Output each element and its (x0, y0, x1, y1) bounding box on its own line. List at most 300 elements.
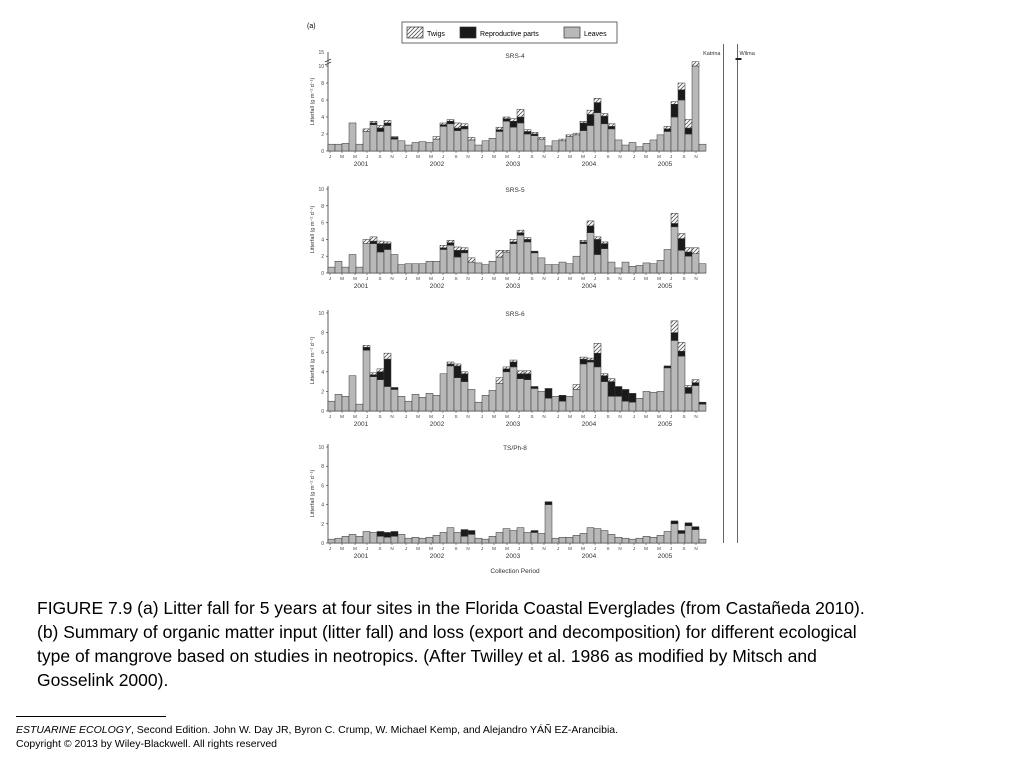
bar-leaves (608, 396, 615, 411)
bar-twigs (496, 250, 503, 257)
bar-twigs (447, 240, 454, 243)
bar-leaves (412, 394, 419, 411)
bar-reproductive (377, 244, 384, 252)
year-label: 2005 (657, 553, 673, 560)
month-label: J (593, 546, 597, 551)
bar-reproductive (461, 250, 468, 253)
month-label: J (365, 276, 369, 281)
bar-leaves (538, 258, 545, 273)
year-label: 2005 (657, 161, 673, 168)
bar-leaves (678, 356, 685, 411)
year-label: 2003 (505, 161, 521, 168)
year-label: 2002 (429, 553, 445, 560)
month-label: J (632, 154, 636, 159)
bar-leaves (489, 536, 496, 543)
bar-leaves (608, 534, 615, 543)
y-tick-label: 4 (321, 369, 324, 376)
bar-leaves (657, 535, 664, 543)
bar-leaves (419, 142, 426, 151)
bar-reproductive (699, 402, 706, 404)
month-label: N (618, 154, 622, 159)
bar-leaves (692, 530, 699, 543)
bar-leaves (664, 368, 671, 411)
month-label: M (581, 276, 585, 281)
bar-reproductive (447, 364, 454, 366)
bar-leaves (671, 227, 678, 273)
month-label: S (454, 546, 458, 551)
bar-twigs (573, 385, 580, 390)
bar-leaves (517, 528, 524, 543)
bar-leaves (538, 139, 545, 151)
bar-leaves (510, 127, 517, 151)
month-label: M (340, 414, 344, 419)
bar-leaves (370, 125, 377, 151)
month-label: N (390, 546, 394, 551)
x-axis-label: Collection Period (490, 568, 540, 575)
caption-line-1: FIGURE 7.9 (a) Litter fall for 5 years at four sites in the Florida Coastal Everglades (from Castañeda 2010). (37, 598, 865, 618)
bar-leaves (384, 387, 391, 412)
bar-reproductive (685, 128, 692, 134)
month-label: J (632, 276, 636, 281)
bar-leaves (419, 264, 426, 273)
bar-leaves (461, 536, 468, 543)
bar-reproductive (370, 375, 377, 377)
bar-leaves (461, 382, 468, 411)
site-title: TS/Ph-8 (503, 445, 527, 452)
bar-leaves (531, 136, 538, 151)
bar-leaves (412, 537, 419, 543)
bar-leaves (678, 533, 685, 543)
bar-leaves (643, 143, 650, 151)
bar-leaves (622, 262, 629, 273)
y-tick-label: 0 (321, 271, 324, 277)
bar-leaves (671, 340, 678, 411)
bar-leaves (636, 265, 643, 273)
bar-leaves (433, 261, 440, 273)
bar-reproductive (692, 527, 699, 530)
bar-leaves (615, 140, 622, 151)
bar-leaves (671, 117, 678, 151)
bar-twigs (685, 386, 692, 388)
bar-leaves (475, 145, 482, 151)
bar-leaves (559, 537, 566, 543)
month-label: J (365, 414, 369, 419)
month-label: J (669, 276, 673, 281)
bar-leaves (510, 367, 517, 411)
bar-reproductive (685, 252, 692, 256)
bar-leaves (482, 539, 489, 543)
bar-twigs (447, 120, 454, 122)
bar-reproductive (685, 523, 692, 526)
y-axis-label: Litterfall (g m⁻² d⁻¹) (310, 205, 316, 254)
bar-twigs (384, 353, 391, 359)
bar-leaves (349, 534, 356, 543)
month-label: M (644, 276, 648, 281)
month-label: M (505, 154, 509, 159)
bar-twigs (510, 360, 517, 362)
bar-twigs (608, 124, 615, 127)
bar-reproductive (671, 104, 678, 117)
month-label: J (441, 414, 445, 419)
bar-reproductive (685, 387, 692, 393)
bar-leaves (552, 538, 559, 543)
bar-twigs (601, 242, 608, 244)
bar-leaves (468, 389, 475, 411)
bar-leaves (531, 532, 538, 543)
y-tick-label: 10 (318, 445, 324, 451)
bar-twigs (461, 372, 468, 374)
bar-leaves (433, 535, 440, 543)
month-label: S (606, 546, 610, 551)
bar-leaves (419, 397, 426, 411)
caption-line-2: (b) Summary of organic matter input (litter fall) and loss (export and decomposition) for different ecological (37, 622, 857, 642)
bar-twigs (671, 213, 678, 223)
month-label: N (542, 276, 546, 281)
legend-label: Leaves (584, 31, 607, 38)
month-label: J (365, 546, 369, 551)
bar-reproductive (594, 239, 601, 254)
bar-leaves (328, 539, 335, 543)
month-label: J (441, 546, 445, 551)
bar-leaves (524, 380, 531, 411)
y-tick-label: 8 (321, 464, 324, 471)
bar-leaves (342, 536, 349, 543)
bar-reproductive (601, 376, 608, 382)
bar-reproductive (580, 123, 587, 131)
bar-leaves (447, 528, 454, 543)
bar-leaves (601, 531, 608, 543)
month-label: J (517, 154, 521, 159)
bar-reproductive (461, 126, 468, 129)
bar-twigs (559, 139, 566, 141)
bar-leaves (370, 377, 377, 411)
bar-leaves (356, 404, 363, 411)
legend (402, 22, 617, 43)
month-label: M (492, 414, 496, 419)
bar-leaves (447, 245, 454, 273)
bar-leaves (601, 124, 608, 151)
bar-leaves (377, 536, 384, 543)
bar-leaves (594, 367, 601, 411)
y-tick-label: 8 (321, 203, 324, 210)
bar-twigs (440, 123, 447, 125)
bar-reproductive (531, 531, 538, 533)
bar-leaves (475, 263, 482, 273)
bar-leaves (594, 529, 601, 543)
month-label: J (593, 414, 597, 419)
bar-leaves (510, 531, 517, 543)
bar-leaves (412, 264, 419, 273)
month-label: J (404, 546, 408, 551)
bar-leaves (370, 532, 377, 543)
month-label: J (328, 276, 332, 281)
bar-reproductive (594, 353, 601, 367)
bar-twigs (594, 237, 601, 240)
bar-leaves (370, 244, 377, 273)
bar-leaves (503, 372, 510, 411)
bar-leaves (699, 264, 706, 273)
panel-ts-ph-8 (310, 444, 706, 575)
bar-reproductive (678, 90, 685, 100)
month-label: M (492, 276, 496, 281)
bar-leaves (440, 374, 447, 411)
month-label: N (466, 414, 470, 419)
y-tick-label: 10 (318, 311, 324, 317)
bar-twigs (377, 241, 384, 244)
bar-leaves (426, 393, 433, 411)
bar-leaves (580, 364, 587, 411)
month-label: N (466, 546, 470, 551)
month-label: J (365, 154, 369, 159)
bar-leaves (454, 378, 461, 411)
bar-leaves (482, 265, 489, 273)
bar-reproductive (531, 387, 538, 389)
bar-leaves (678, 100, 685, 151)
bar-leaves (566, 137, 573, 151)
month-label: S (378, 276, 382, 281)
month-label: S (682, 154, 686, 159)
bar-leaves (426, 143, 433, 152)
bar-leaves (552, 265, 559, 273)
bar-twigs (503, 250, 510, 252)
bar-leaves (664, 131, 671, 151)
year-label: 2005 (657, 283, 673, 290)
bar-leaves (349, 376, 356, 411)
bar-twigs (454, 123, 461, 128)
bar-reproductive (664, 366, 671, 368)
month-label: S (378, 546, 382, 551)
bar-leaves (566, 396, 573, 411)
bar-leaves (335, 394, 342, 411)
bar-leaves (622, 401, 629, 411)
bar-twigs (580, 121, 587, 123)
month-label: S (606, 154, 610, 159)
footer-divider (16, 716, 166, 717)
bar-reproductive (440, 248, 447, 250)
bar-leaves (426, 261, 433, 273)
bar-reproductive (377, 372, 384, 380)
bar-twigs (685, 248, 692, 252)
bar-leaves (419, 538, 426, 543)
bar-leaves (657, 260, 664, 273)
bar-leaves (468, 534, 475, 543)
bar-leaves (664, 249, 671, 273)
bar-twigs (678, 234, 685, 239)
bar-twigs (503, 117, 510, 119)
y-tick-label: 2 (321, 254, 324, 261)
bar-reproductive (517, 374, 524, 379)
month-label: M (353, 414, 357, 419)
caption-line-4: Gosselink 2000). (37, 670, 169, 690)
bar-reproductive (510, 121, 517, 127)
month-label: S (606, 276, 610, 281)
y-tick-label: 6 (321, 350, 324, 357)
bar-twigs (363, 345, 370, 347)
bar-reproductive (580, 242, 587, 244)
y-tick-label: 6 (321, 98, 324, 104)
bar-reproductive (517, 233, 524, 236)
month-label: J (517, 414, 521, 419)
month-label: N (618, 414, 622, 419)
book-title: ESTUARINE ECOLOGY (16, 724, 131, 736)
bar-twigs (524, 238, 531, 240)
bar-reproductive (587, 360, 594, 362)
bar-leaves (692, 254, 699, 273)
bar-reproductive (664, 129, 671, 132)
month-label: S (530, 276, 534, 281)
bar-twigs (601, 374, 608, 376)
bar-reproductive (601, 116, 608, 124)
bar-leaves (573, 256, 580, 273)
month-label: M (492, 546, 496, 551)
month-label: M (340, 276, 344, 281)
bar-leaves (559, 401, 566, 411)
bar-leaves (398, 534, 405, 543)
bar-twigs (447, 362, 454, 364)
bar-reproductive (524, 239, 531, 242)
y-tick-label: 6 (321, 483, 324, 490)
bar-leaves (650, 392, 657, 411)
bar-twigs (524, 371, 531, 374)
bar-leaves (461, 129, 468, 151)
bar-leaves (545, 398, 552, 411)
month-label: M (657, 546, 661, 551)
bar-leaves (608, 262, 615, 273)
bar-reproductive (370, 241, 377, 244)
footer-credit (16, 724, 618, 736)
month-label: M (644, 154, 648, 159)
month-label: J (441, 276, 445, 281)
bar-reproductive (447, 121, 454, 124)
bar-leaves (629, 143, 636, 152)
bar-reproductive (454, 250, 461, 257)
bar-reproductive (594, 103, 601, 113)
month-label: J (517, 276, 521, 281)
bar-leaves (545, 146, 552, 151)
bar-leaves (685, 526, 692, 543)
bar-reproductive (384, 123, 391, 126)
bar-twigs (370, 373, 377, 375)
y-tick-label: 4 (321, 115, 324, 121)
bar-reproductive (608, 126, 615, 129)
bar-leaves (699, 144, 706, 151)
bar-leaves (566, 264, 573, 273)
bar-leaves (538, 391, 545, 411)
bar-reproductive (510, 362, 517, 367)
month-label: M (644, 414, 648, 419)
bar-reproductive (678, 531, 685, 534)
bar-leaves (650, 537, 657, 543)
bar-leaves (335, 144, 342, 151)
legend-swatch-solid (460, 27, 476, 38)
bar-twigs (524, 130, 531, 132)
bar-twigs (363, 239, 370, 243)
bar-leaves (580, 244, 587, 273)
month-label: J (328, 546, 332, 551)
bar-twigs (678, 342, 685, 351)
bar-leaves (363, 131, 370, 151)
bar-leaves (636, 147, 643, 151)
bar-leaves (524, 134, 531, 151)
bar-reproductive (496, 130, 503, 132)
legend-label: Twigs (427, 31, 445, 38)
bar-leaves (678, 250, 685, 273)
bar-leaves (629, 402, 636, 411)
month-label: J (480, 276, 484, 281)
litterfall-figure (300, 14, 755, 584)
month-label: N (542, 414, 546, 419)
bar-leaves (328, 401, 335, 411)
bar-twigs (573, 133, 580, 135)
month-label: N (390, 154, 394, 159)
site-title: SRS-6 (505, 311, 525, 318)
month-label: J (556, 154, 560, 159)
bar-leaves (587, 362, 594, 411)
bar-leaves (615, 537, 622, 543)
month-label: M (568, 414, 572, 419)
month-label: M (353, 276, 357, 281)
bar-leaves (692, 386, 699, 411)
bar-twigs (538, 137, 545, 139)
bar-leaves (433, 395, 440, 411)
bar-leaves (384, 249, 391, 273)
bar-reproductive (678, 351, 685, 356)
bar-reproductive (671, 333, 678, 341)
bar-leaves (398, 265, 405, 273)
event-label-wilma: Wilma (739, 51, 755, 57)
bar-twigs (601, 114, 608, 117)
month-label: M (568, 154, 572, 159)
y-tick-label: 4 (321, 237, 324, 244)
month-label: M (416, 276, 420, 281)
bar-twigs (496, 127, 503, 130)
bar-leaves (601, 382, 608, 411)
bar-leaves (615, 268, 622, 273)
bar-leaves (587, 126, 594, 152)
bar-leaves (517, 123, 524, 151)
year-label: 2003 (505, 553, 521, 560)
bar-twigs (510, 239, 517, 242)
month-label: N (618, 276, 622, 281)
month-label: N (390, 276, 394, 281)
bar-leaves (573, 389, 580, 411)
month-label: M (416, 546, 420, 551)
bar-reproductive (531, 134, 538, 136)
bar-leaves (496, 532, 503, 543)
bar-leaves (524, 532, 531, 543)
panel-srs-6 (310, 310, 706, 428)
author-credit: , Second Edition. John W. Day JR, Byron C. Crump, W. Michael Kemp, and Alejandro YÁÑ EZ-Arancibia. (130, 724, 619, 736)
month-label: M (492, 154, 496, 159)
bar-twigs (370, 237, 377, 241)
bar-leaves (650, 140, 657, 151)
bar-leaves (440, 249, 447, 273)
bar-twigs (594, 98, 601, 102)
bar-twigs (531, 132, 538, 134)
month-label: J (593, 154, 597, 159)
bar-reproductive (363, 347, 370, 350)
y-tick-label: 2 (321, 521, 324, 528)
bar-reproductive (524, 374, 531, 380)
month-label: M (657, 414, 661, 419)
bar-leaves (517, 379, 524, 411)
month-label: N (694, 276, 698, 281)
month-label: S (530, 546, 534, 551)
bar-leaves (622, 538, 629, 543)
bar-reproductive (503, 369, 510, 372)
month-label: S (682, 276, 686, 281)
month-label: J (480, 414, 484, 419)
